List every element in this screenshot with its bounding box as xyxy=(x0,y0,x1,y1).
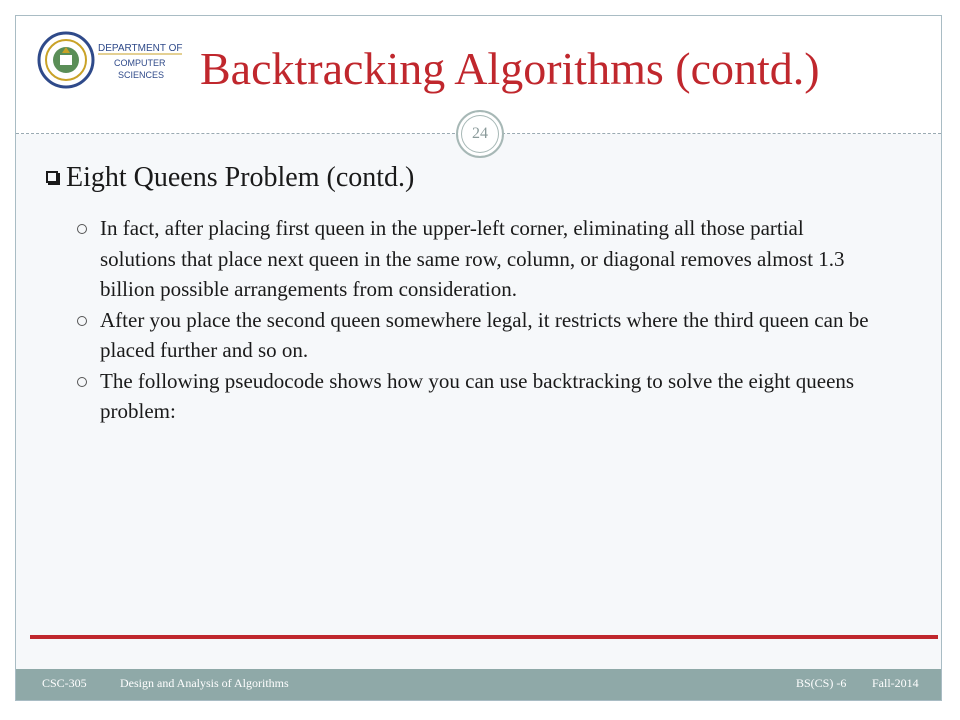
bullet-item xyxy=(74,366,884,427)
circle-bullet-icon xyxy=(77,224,87,234)
logo-dept-line2: COMPUTER xyxy=(114,58,166,68)
logo-dept-line1: DEPARTMENT OF xyxy=(98,43,183,54)
bullet-item xyxy=(74,305,884,366)
circle-bullet-icon xyxy=(77,377,87,387)
university-logo xyxy=(36,25,186,95)
bullet-text: The following pseudocode shows how you can use backtracking to solve the eight queens problem: xyxy=(100,368,855,423)
slide-title: Backtracking Algorithms (contd.) xyxy=(200,43,820,94)
bullet-list xyxy=(74,213,884,427)
footer-course-code: CSC-305 xyxy=(42,676,87,690)
bullet-text: After you place the second queen somewhere legal, it restricts where the third queen can be placed further and so on. xyxy=(100,307,869,362)
footer-course-name: Design and Analysis of Algorithms xyxy=(120,676,289,690)
circle-bullet-icon xyxy=(77,316,87,326)
bullet-item xyxy=(74,213,884,305)
section-heading-text: Eight Queens Problem (contd.) xyxy=(66,162,415,193)
page-number-badge: 24 xyxy=(456,110,504,158)
bullet-text: In fact, after placing first queen in the upper-left corner, eliminating all those partial solutions that place next queen in the same row, column, or diagonal removes almost 1.3 billion possible arrangements from consideration. xyxy=(100,216,845,301)
logo-dept-line3: SCIENCES xyxy=(118,70,165,80)
footer-program: BS(CS) -6 xyxy=(796,676,847,690)
section-heading xyxy=(46,162,414,194)
checkbox-bullet-icon xyxy=(46,171,58,183)
red-rule xyxy=(30,635,938,639)
slide-footer xyxy=(16,669,941,700)
footer-term: Fall-2014 xyxy=(872,676,919,690)
